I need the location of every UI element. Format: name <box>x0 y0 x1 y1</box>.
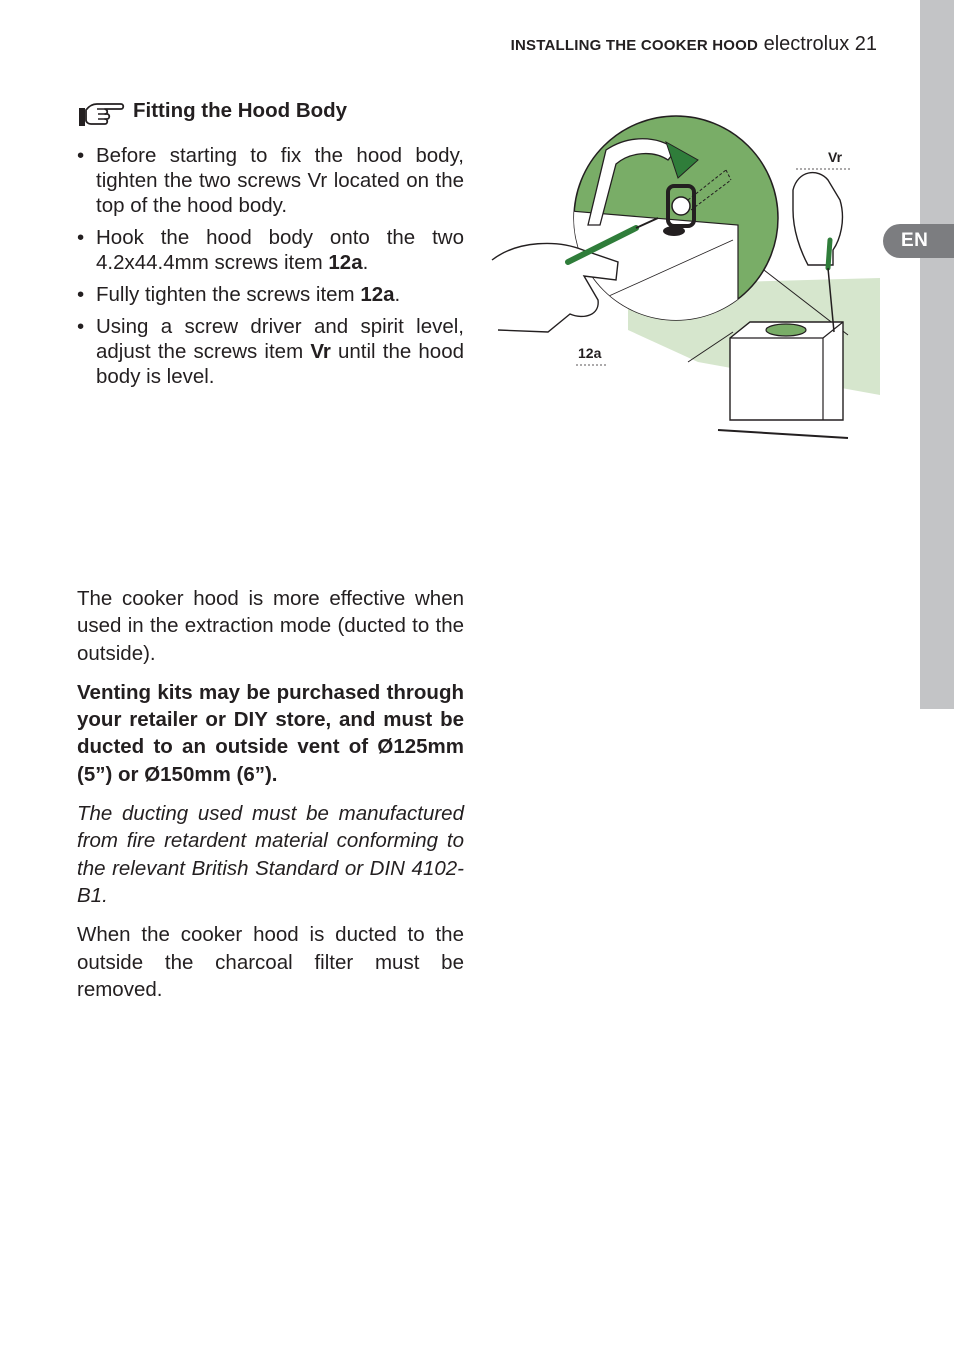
right-hand <box>793 173 842 265</box>
section-title: Fitting the Hood Body <box>133 99 348 122</box>
language-tab-label: EN <box>901 230 929 251</box>
paragraph: The cooker hood is more effective when used in the extraction mode (ducted to the outside). <box>77 587 464 665</box>
list-item: • Fully tighten the screws item 12a. <box>77 283 401 306</box>
hood-fitting-illustration <box>488 100 888 445</box>
hood-body <box>730 322 843 420</box>
label-vr: Vr <box>828 149 843 165</box>
paragraph-bold: Venting kits may be purchased through your retailer or DIY store, and must be ducted to an outside vent of Ø125mm (5”) or Ø150mm (6”). <box>77 680 464 786</box>
left-hand <box>492 243 618 332</box>
list-item: • Hook the hood body onto the two 4.2x44.4mm screws item 12a. <box>77 226 464 274</box>
language-tab <box>883 224 954 258</box>
label-12a: 12a <box>578 345 602 361</box>
fitting-steps-list <box>77 143 464 396</box>
running-header <box>511 33 877 56</box>
pointing-hand-icon <box>77 98 127 130</box>
header-section-title: INSTALLING THE COOKER HOOD <box>510 37 759 54</box>
list-item: • Using a screw driver and spirit level, adjust the screws item Vr until the hood body is level. <box>77 315 464 388</box>
ducting-info <box>77 585 464 1015</box>
paragraph: When the cooker hood is ducted to the outside the charcoal filter must be removed. <box>77 923 464 1001</box>
list-item: • Before starting to fix the hood body, tighten the two screws Vr located on the top of the hood body. <box>77 144 464 217</box>
paragraph-italic: The ducting used must be manufactured from fire retardent material conforming to the relevant British Standard or DIN 4102-B1. <box>77 802 464 907</box>
section-heading <box>77 98 347 132</box>
header-brand-page: electrolux 21 <box>763 33 877 55</box>
side-margin-bar <box>920 0 954 709</box>
